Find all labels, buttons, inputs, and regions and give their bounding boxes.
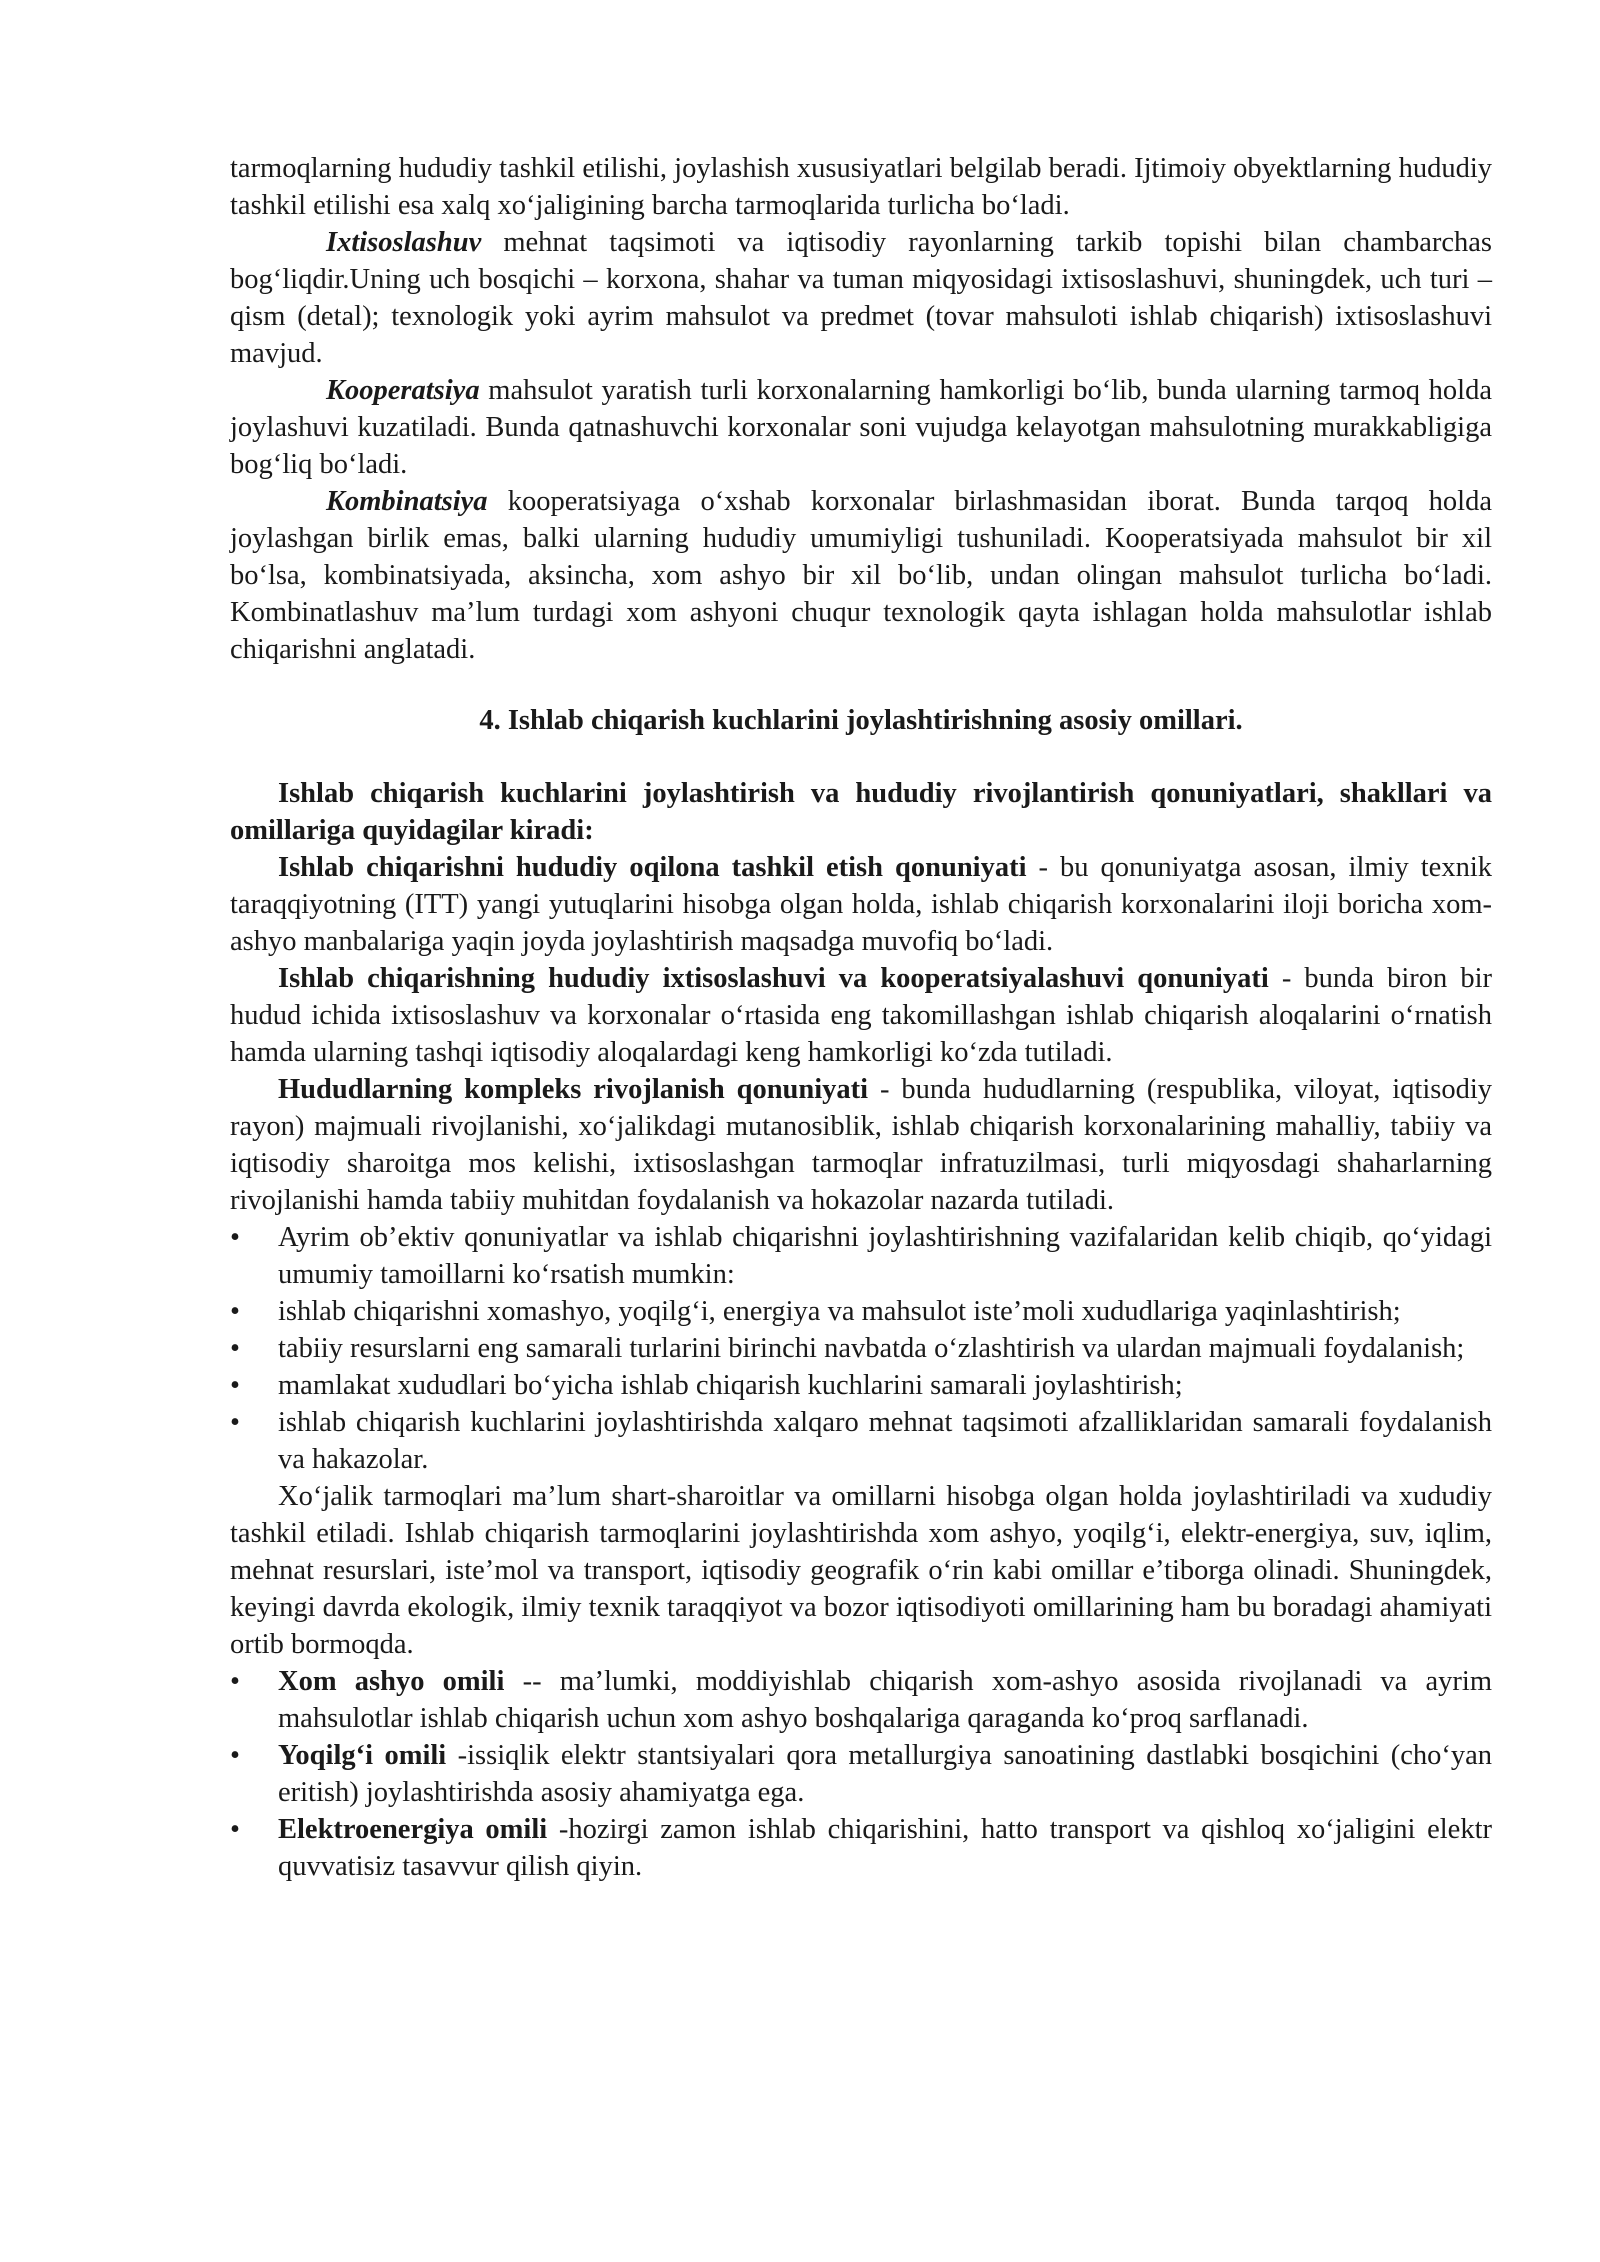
term-ixtisoslashuv: Ixtisoslashuv [326,227,482,258]
paragraph-ixtisoslashuv [230,224,1492,372]
bullet-icon: • [230,1333,240,1364]
list-item [230,1293,1492,1330]
law-paragraph-2 [230,960,1492,1071]
law-paragraph-1 [230,849,1492,960]
list-item-text: Ayrim ob’ektiv qonuniyatlar va ishlab chiqarishni joylashtirishning vazifalaridan kelib chiqib, qo‘yidagi umumiy tamoillarni ko‘rsatish mumkin: [278,1222,1492,1290]
bullet-icon: • [230,1814,240,1845]
factor-text: -issiqlik elektr stantsiyalari qora metallurgiya sanoatining dastlabki bosqichini (cho‘yan eritish) joylashtirishda asosiy ahamiyatga ega. [278,1740,1492,1808]
list-item-text: tabiiy resurslarni eng samarali turlarini birinchi navbatda o‘zlashtirish va ulardan majmuali foydalanish; [278,1333,1465,1364]
list-item [230,1737,1492,1811]
definition-text: kooperatsiyaga o‘xshab korxonalar birlashmasidan iborat. Bunda tarqoq holda joylashgan birlik emas, balki ularning hududiy umumiyligi tushuniladi. Kooperatsiyada mahsulot bir xil bo‘lsa, kombinatsiyada, aksincha, xom ashyo bir xil bo‘lib, undan olingan mahsulot turlicha bo‘ladi. Kombinatlashuv ma’lum turdagi xom ashyoni chuqur texnologik qayta ishlagan holda mahsulotlar ishlab chiqarishni anglatadi. [230,486,1492,665]
list-item [230,1811,1492,1885]
paragraph-factors: Xo‘jalik tarmoqlari ma’lum shart-sharoitlar va omillarni hisobga olgan holda joylashtiriladi va xududiy tashkil etiladi. Ishlab chiqarish tarmoqlarini joylashtirishda xom ashyo, yoqilg‘i, elektr-energiya, suv, iqlim, mehnat resurslari, iste’mol va transport, iqtisodiy geografik o‘rin kabi omillar e’tiborga olinadi. Shuningdek, keyingi davrda ekologik, ilmiy texnik taraqqiyot va bozor iqtisodiyoti omillarining ham bu boradagi ahamiyati ortib bormoqda. [230,1481,1492,1660]
factors-list [230,1663,1492,1885]
list-item-text: ishlab chiqarish kuchlarini joylashtirishda xalqaro mehnat taqsimoti afzalliklaridan samarali foydalanish va hakazolar. [278,1407,1492,1475]
paragraph-kooperatsiya [230,372,1492,483]
list-item-text: ishlab chiqarishni xomashyo, yoqilg‘i, energiya va mahsulot iste’moli xududlariga yaqinlashtirish; [278,1296,1401,1327]
bullet-icon: • [230,1740,240,1771]
term-kooperatsiya: Kooperatsiya [326,375,480,406]
law-title: Ishlab chiqarishning hududiy ixtisoslashuvi va kooperatsiyalashuvi qonuniyati [278,963,1269,994]
list-item-text: mamlakat xududlari bo‘yicha ishlab chiqarish kuchlarini samarali joylashtirish; [278,1370,1183,1401]
law-text: - bunda hududlarning (respublika, viloyat, iqtisodiy rayon) majmuali rivojlanishi, xo‘jalikdagi mutanosiblik, ishlab chiqarish korxonalarining mahalliy, tabiiy va iqtisodiy sharoitga mos kelishi, ixtisoslashgan tarmoqlar infratuzilmasi, turli miqyosdagi shaharlarning rivojlanishi hamda tabiiy muhitdan foydalanish va hokazolar nazarda tutiladi. [230,1074,1493,1216]
list-item [230,1330,1492,1367]
law-title: Hududlarning kompleks rivojlanish qonuniyati [278,1074,869,1105]
factor-title: Elektroenergiya omili [278,1814,548,1845]
list-item [230,1663,1492,1737]
document-page [230,150,1492,1885]
law-text: - bu qonuniyatga asosan, ilmiy texnik taraqqiyotning (ITT) yangi yutuqlarini hisobga olgan holda, ishlab chiqarish korxonalarini iloji boricha xom-ashyo manbalariga yaqin joyda joylashtirish maqsadga muvofiq bo‘ladi. [230,852,1492,957]
factor-title: Yoqilg‘i omili [278,1740,447,1771]
factor-title: Xom ashyo omili [278,1666,505,1697]
bullet-icon: • [230,1666,240,1697]
bullet-icon: • [230,1370,240,1401]
factor-text: -hozirgi zamon ishlab chiqarishini, hatto transport va qishloq xo‘jaligini elektr quvvatisiz tasavvur qilish qiyin. [278,1814,1492,1882]
list-item [230,1367,1492,1404]
principles-list [230,1219,1492,1478]
section-heading: 4. Ishlab chiqarish kuchlarini joylashtirishning asosiy omillari. [479,705,1243,736]
bullet-icon: • [230,1296,240,1327]
section-intro: Ishlab chiqarish kuchlarini joylashtirish va hududiy rivojlantirish qonuniyatlari, shakllari va omillariga quyidagilar kiradi: [230,778,1492,846]
term-kombinatsiya: Kombinatsiya [326,486,488,517]
paragraph-continuation: tarmoqlarning hududiy tashkil etilishi, joylashish xususiyatlari belgilab beradi. Ijtimoiy obyektlarning hududiy tashkil etilishi esa xalq xo‘jaligining barcha tarmoqlarida turlicha bo‘ladi. [230,153,1492,221]
paragraph-kombinatsiya [230,483,1492,668]
law-paragraph-3 [230,1071,1492,1219]
definition-text: mahsulot yaratish turli korxonalarning hamkorligi bo‘lib, bunda ularning tarmoq holda joylashuvi kuzatiladi. Bunda qatnashuvchi korxonalar soni vujudga kelayotgan mahsulotning murakkabligiga bog‘liq bo‘ladi. [230,375,1492,480]
bullet-icon: • [230,1407,240,1438]
list-item [230,1219,1492,1293]
factor-text: -- ma’lumki, moddiyishlab chiqarish xom-ashyo asosida rivojlanadi va ayrim mahsulotlar ishlab chiqarish uchun xom ashyo boshqalariga qaraganda ko‘proq sarflanadi. [278,1666,1492,1734]
bullet-icon: • [230,1222,240,1253]
list-item [230,1404,1492,1478]
definition-text: mehnat taqsimoti va iqtisodiy rayonlarning tarkib topishi bilan chambarchas bog‘liqdir.Uning uch bosqichi – korxona, shahar va tuman miqyosidagi ixtisoslashuvi, shuningdek, uch turi – qism (detal); texnologik yoki ayrim mahsulot va predmet (tovar mahsuloti ishlab chiqarish) ixtisoslashuvi mavjud. [230,227,1492,369]
law-text: - bunda biron bir hudud ichida ixtisoslashuv va korxonalar o‘rtasida eng takomillashgan ishlab chiqarish aloqalarini o‘rnatish hamda ularning tashqi iqtisodiy aloqalardagi keng hamkorligi ko‘zda tutiladi. [230,963,1492,1068]
law-title: Ishlab chiqarishni hududiy oqilona tashkil etish qonuniyati [278,852,1027,883]
